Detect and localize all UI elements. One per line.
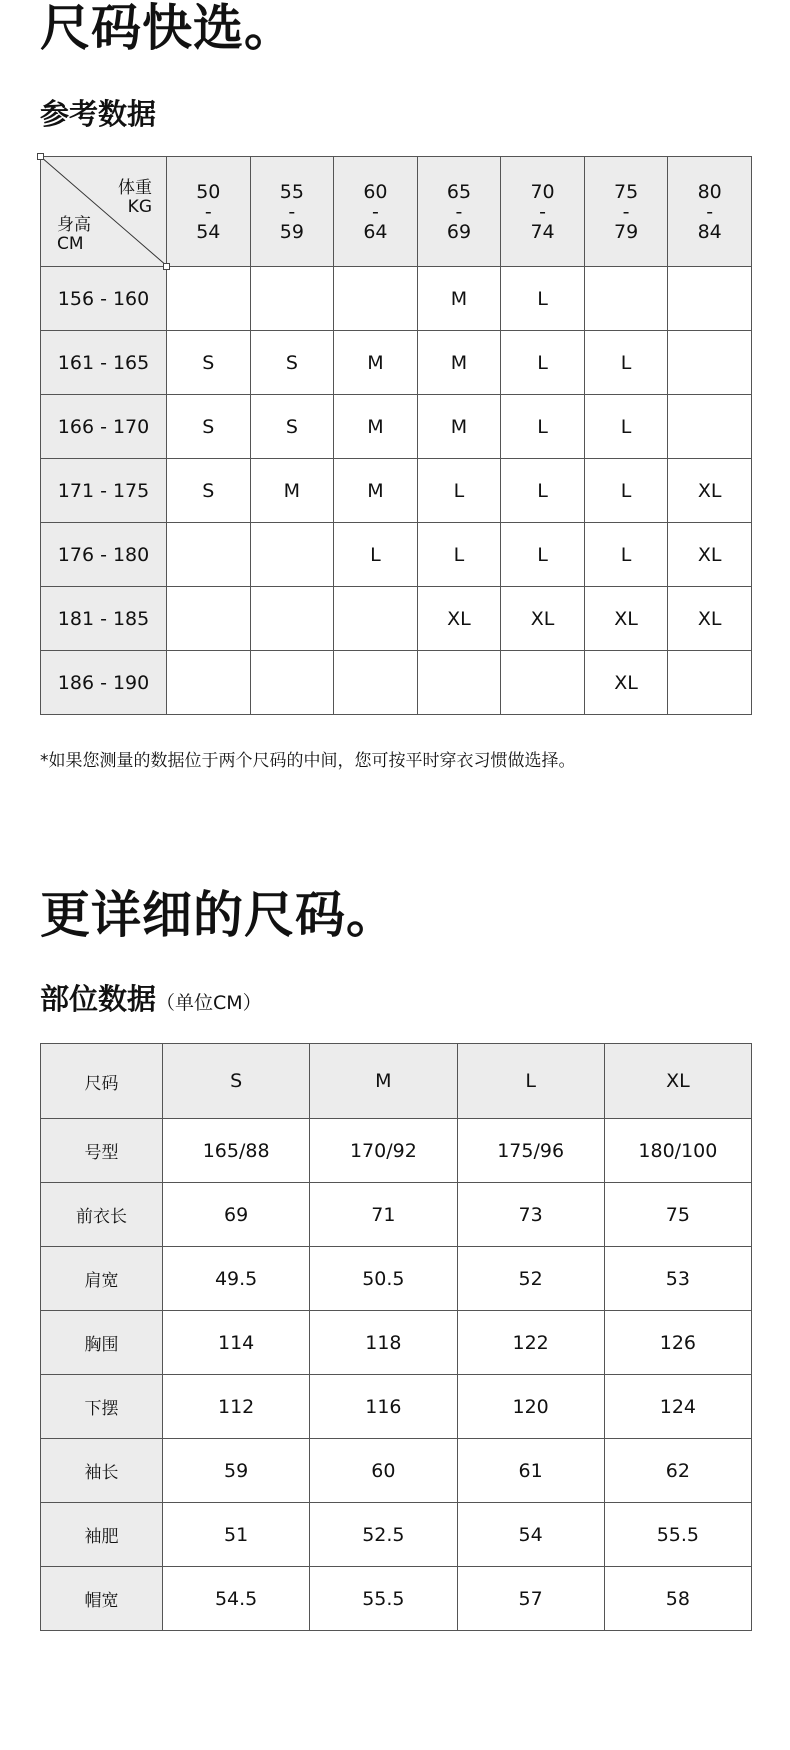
- weight-range-high: 54: [196, 220, 221, 243]
- size-cell: XL: [501, 587, 585, 651]
- size-header-row: [41, 1044, 752, 1119]
- quick-size-table: [40, 156, 752, 715]
- measurement-value-cell: 50.5: [310, 1247, 457, 1311]
- size-cell: [250, 587, 334, 651]
- size-cell: S: [250, 395, 334, 459]
- measurement-value-cell: 54: [457, 1503, 604, 1567]
- measurement-value-cell: 55.5: [310, 1567, 457, 1631]
- height-range-cell: 176 - 180: [41, 523, 167, 587]
- weight-range-high: 84: [697, 220, 722, 243]
- size-cell: [334, 651, 418, 715]
- height-range-cell: 166 - 170: [41, 395, 167, 459]
- measurement-value-cell: 59: [163, 1439, 310, 1503]
- table-row: [41, 267, 752, 331]
- size-cell: L: [584, 523, 668, 587]
- measurement-value-cell: 69: [163, 1183, 310, 1247]
- measurement-value-cell: 180/100: [604, 1119, 751, 1183]
- size-cell: M: [334, 395, 418, 459]
- size-header-cell: M: [310, 1044, 457, 1119]
- size-cell: L: [501, 459, 585, 523]
- measurement-value-cell: 62: [604, 1439, 751, 1503]
- weight-range-sep: -: [622, 200, 630, 223]
- measurement-value-cell: 58: [604, 1567, 751, 1631]
- height-range-cell: 171 - 175: [41, 459, 167, 523]
- size-cell: [167, 523, 251, 587]
- size-header-cell: 尺码: [41, 1044, 163, 1119]
- size-cell: [250, 267, 334, 331]
- size-cell: [167, 587, 251, 651]
- measurement-label-cell: 前衣长: [41, 1183, 163, 1247]
- size-cell: XL: [584, 651, 668, 715]
- size-cell: [250, 651, 334, 715]
- size-cell: M: [334, 331, 418, 395]
- weight-range-low: 65: [446, 180, 472, 203]
- table-row: [41, 1375, 752, 1439]
- size-cell: [668, 331, 752, 395]
- size-cell: S: [250, 331, 334, 395]
- size-cell: L: [584, 331, 668, 395]
- size-cell: L: [584, 395, 668, 459]
- size-header-cell: L: [457, 1044, 604, 1119]
- weight-range-header: [584, 157, 668, 267]
- measurement-label-cell: 肩宽: [41, 1247, 163, 1311]
- size-cell: L: [417, 523, 501, 587]
- measurement-value-cell: 71: [310, 1183, 457, 1247]
- weight-range-sep: -: [455, 200, 463, 223]
- size-cell: S: [167, 331, 251, 395]
- measurement-value-cell: 61: [457, 1439, 604, 1503]
- measurement-value-cell: 124: [604, 1375, 751, 1439]
- table-row: [41, 1311, 752, 1375]
- measurement-value-cell: 165/88: [163, 1119, 310, 1183]
- table-row: [41, 459, 752, 523]
- corner-header-cell: [41, 157, 167, 267]
- size-cell: [668, 651, 752, 715]
- weight-range-header: [167, 157, 251, 267]
- size-cell: [417, 651, 501, 715]
- measurement-label-cell: 下摆: [41, 1375, 163, 1439]
- size-cell: [334, 587, 418, 651]
- size-cell: XL: [668, 459, 752, 523]
- size-cell: L: [334, 523, 418, 587]
- measurement-value-cell: 53: [604, 1247, 751, 1311]
- weight-range-header: [417, 157, 501, 267]
- weight-range-sep: -: [288, 200, 296, 223]
- weight-range-sep: -: [706, 200, 714, 223]
- measurement-value-cell: 60: [310, 1439, 457, 1503]
- measurement-label-cell: 帽宽: [41, 1567, 163, 1631]
- weight-range-low: 70: [530, 180, 555, 203]
- weight-axis-label: 体重 KG: [118, 178, 152, 217]
- size-cell: XL: [668, 587, 752, 651]
- measurement-label-cell: 胸围: [41, 1311, 163, 1375]
- measurement-label-cell: 袖长: [41, 1439, 163, 1503]
- quick-size-title: 尺码快选。: [40, 0, 295, 57]
- size-cell: S: [167, 395, 251, 459]
- weight-range-sep: -: [204, 200, 212, 223]
- weight-range-low: 55: [279, 180, 304, 203]
- weight-range-low: 50: [196, 180, 221, 203]
- measurement-value-cell: 49.5: [163, 1247, 310, 1311]
- size-cell: XL: [417, 587, 501, 651]
- unit-note: （单位CM）: [156, 992, 262, 1014]
- table-row: [41, 1183, 752, 1247]
- table-row: [41, 651, 752, 715]
- measurement-value-cell: 55.5: [604, 1503, 751, 1567]
- table-row: [41, 1247, 752, 1311]
- height-axis-label: 身高 CM: [57, 215, 91, 254]
- measurement-value-cell: 114: [163, 1311, 310, 1375]
- size-cell: [501, 651, 585, 715]
- size-cell: L: [501, 331, 585, 395]
- size-cell: M: [417, 331, 501, 395]
- table-row: [41, 1503, 752, 1567]
- size-cell: [668, 395, 752, 459]
- weight-range-sep: -: [539, 200, 546, 223]
- weight-range-low: 80: [697, 180, 722, 203]
- measurement-value-cell: 52.5: [310, 1503, 457, 1567]
- measurement-value-cell: 126: [604, 1311, 751, 1375]
- size-cell: XL: [668, 523, 752, 587]
- weight-range-header: [250, 157, 334, 267]
- measurement-value-cell: 175/96: [457, 1119, 604, 1183]
- resize-handle-bottom-right: [163, 263, 170, 270]
- height-range-cell: 181 - 185: [41, 587, 167, 651]
- size-cell: M: [417, 267, 501, 331]
- measurement-value-cell: 122: [457, 1311, 604, 1375]
- measurement-label-cell: 袖肥: [41, 1503, 163, 1567]
- size-cell: [167, 651, 251, 715]
- reference-data-subtitle: 参考数据: [40, 97, 157, 131]
- measurement-value-cell: 120: [457, 1375, 604, 1439]
- size-cell: L: [584, 459, 668, 523]
- measurement-value-cell: 170/92: [310, 1119, 457, 1183]
- weight-range-header: [334, 157, 418, 267]
- size-cell: L: [501, 395, 585, 459]
- measurement-value-cell: 57: [457, 1567, 604, 1631]
- weight-range-high: 79: [614, 220, 639, 243]
- size-cell: L: [501, 523, 585, 587]
- size-selection-note: *如果您测量的数据位于两个尺码的中间，您可按平时穿衣习惯做选择。: [40, 751, 576, 771]
- weight-range-sep: -: [371, 200, 379, 223]
- height-range-cell: 161 - 165: [41, 331, 167, 395]
- weight-range-header: [668, 157, 752, 267]
- table-row: [41, 1119, 752, 1183]
- size-cell: L: [501, 267, 585, 331]
- measurement-value-cell: 51: [163, 1503, 310, 1567]
- size-cell: [167, 267, 251, 331]
- size-cell: XL: [584, 587, 668, 651]
- size-header-cell: XL: [604, 1044, 751, 1119]
- size-cell: [668, 267, 752, 331]
- weight-range-high: 64: [363, 220, 388, 243]
- size-cell: [584, 267, 668, 331]
- measurement-value-cell: 52: [457, 1247, 604, 1311]
- measurement-value-cell: 112: [163, 1375, 310, 1439]
- table-row: [41, 587, 752, 651]
- table-row: [41, 523, 752, 587]
- resize-handle-top-left: [37, 153, 44, 160]
- measurement-value-cell: 75: [604, 1183, 751, 1247]
- size-cell: M: [417, 395, 501, 459]
- size-cell: S: [167, 459, 251, 523]
- weight-header-row: [41, 157, 752, 267]
- measurement-value-cell: 73: [457, 1183, 604, 1247]
- table-row: [41, 1567, 752, 1631]
- table-row: [41, 331, 752, 395]
- size-cell: L: [417, 459, 501, 523]
- detailed-size-table: [40, 1043, 752, 1631]
- detailed-size-title: 更详细的尺码。: [40, 886, 397, 944]
- height-range-cell: 186 - 190: [41, 651, 167, 715]
- weight-range-low: 60: [363, 180, 388, 203]
- weight-range-high: 74: [530, 220, 555, 243]
- weight-range-high: 59: [279, 220, 304, 243]
- measurement-value-cell: 118: [310, 1311, 457, 1375]
- measurement-value-cell: 116: [310, 1375, 457, 1439]
- weight-range-header: [501, 157, 585, 267]
- size-cell: [250, 523, 334, 587]
- size-header-cell: S: [163, 1044, 310, 1119]
- measurement-subtitle-text: 部位数据: [40, 982, 157, 1016]
- table-row: [41, 395, 752, 459]
- size-cell: [334, 267, 418, 331]
- size-cell: M: [334, 459, 418, 523]
- size-cell: M: [250, 459, 334, 523]
- height-range-cell: 156 - 160: [41, 267, 167, 331]
- measurement-data-subtitle: [40, 982, 262, 1016]
- table-row: [41, 1439, 752, 1503]
- weight-range-low: 75: [614, 180, 639, 203]
- measurement-label-cell: 号型: [41, 1119, 163, 1183]
- weight-range-high: 69: [446, 220, 472, 243]
- measurement-value-cell: 54.5: [163, 1567, 310, 1631]
